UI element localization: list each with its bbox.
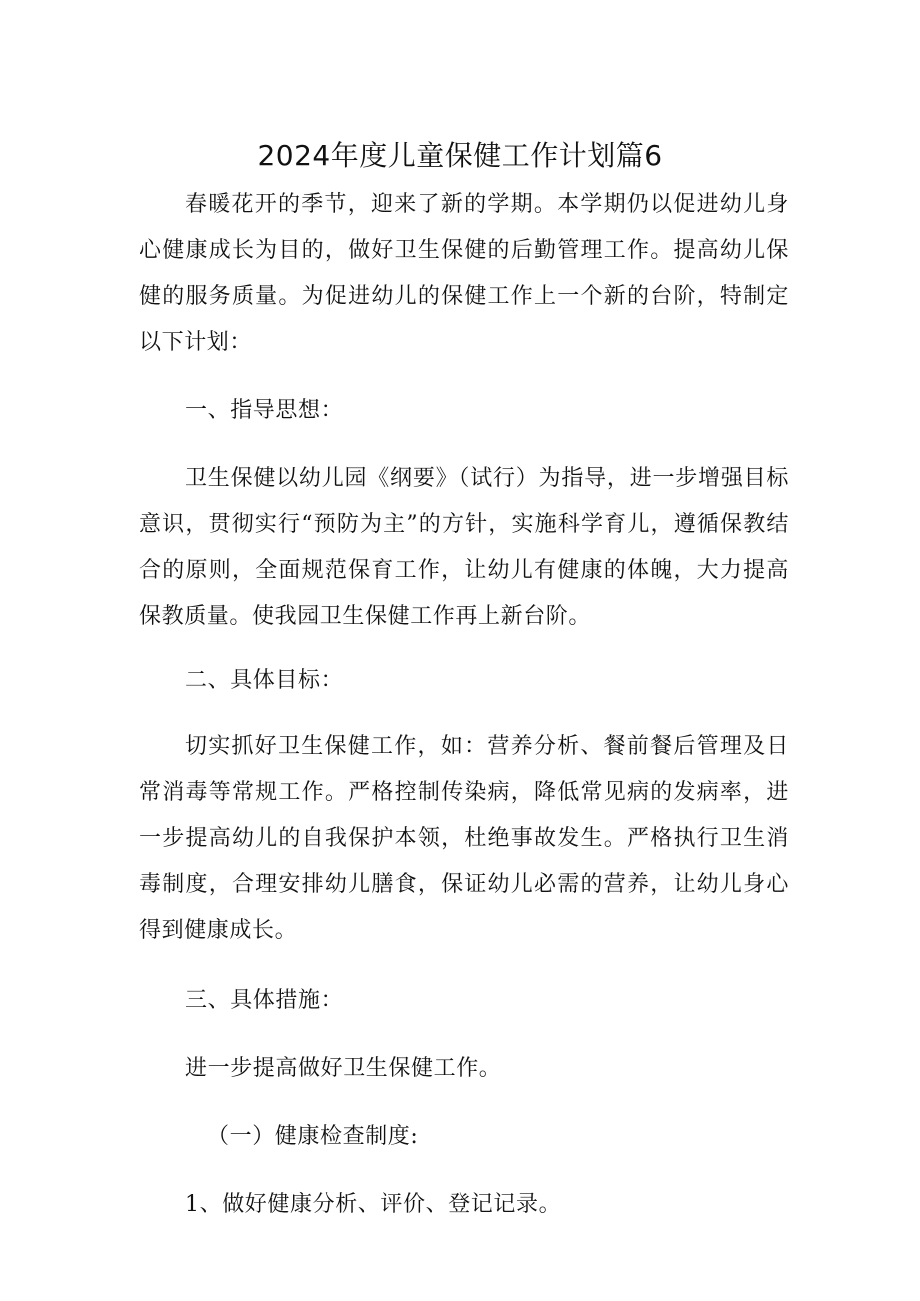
intro-paragraph: 春暖花开的季节，迎来了新的学期。本学期仍以促进幼儿身心健康成长为目的，做好卫生保健的后勤管理工作。提高幼儿保健的服务质量。为促进幼儿的保健工作上一个新的台阶，特制定以下计划：	[139, 192, 789, 355]
list-item-1: 1、做好健康分析、评价、登记记录。	[185, 1192, 562, 1217]
subsection-1-heading: （一）健康检查制度:	[207, 1124, 419, 1149]
document-title: 2024年度儿童保健工作计划篇6	[257, 139, 663, 172]
section-3-heading: 三、具体措施：	[185, 988, 344, 1013]
section-1-heading: 一、指导思想：	[185, 398, 344, 423]
section-2-heading: 二、具体目标：	[185, 668, 344, 693]
section-2-paragraph: 切实抓好卫生保健工作，如：营养分析、餐前餐后管理及日常消毒等常规工作。严格控制传染病，降低常见病的发病率，进一步提高幼儿的自我保护本领，杜绝事故发生。严格执行卫生消毒制度，合理安排幼儿膳食，保证幼儿必需的营养，让幼儿身心得到健康成长。	[139, 734, 789, 943]
section-3-lead: 进一步提高做好卫生保健工作。	[185, 1056, 502, 1081]
section-1-paragraph: 卫生保健以幼儿园《纲要》（试行）为指导，进一步增强目标意识，贯彻实行“预防为主”的方针，实施科学育儿，遵循保教结合的原则，全面规范保育工作，让幼儿有健康的体魄，大力提高保教质量。使我园卫生保健工作再上新台阶。	[139, 466, 789, 629]
